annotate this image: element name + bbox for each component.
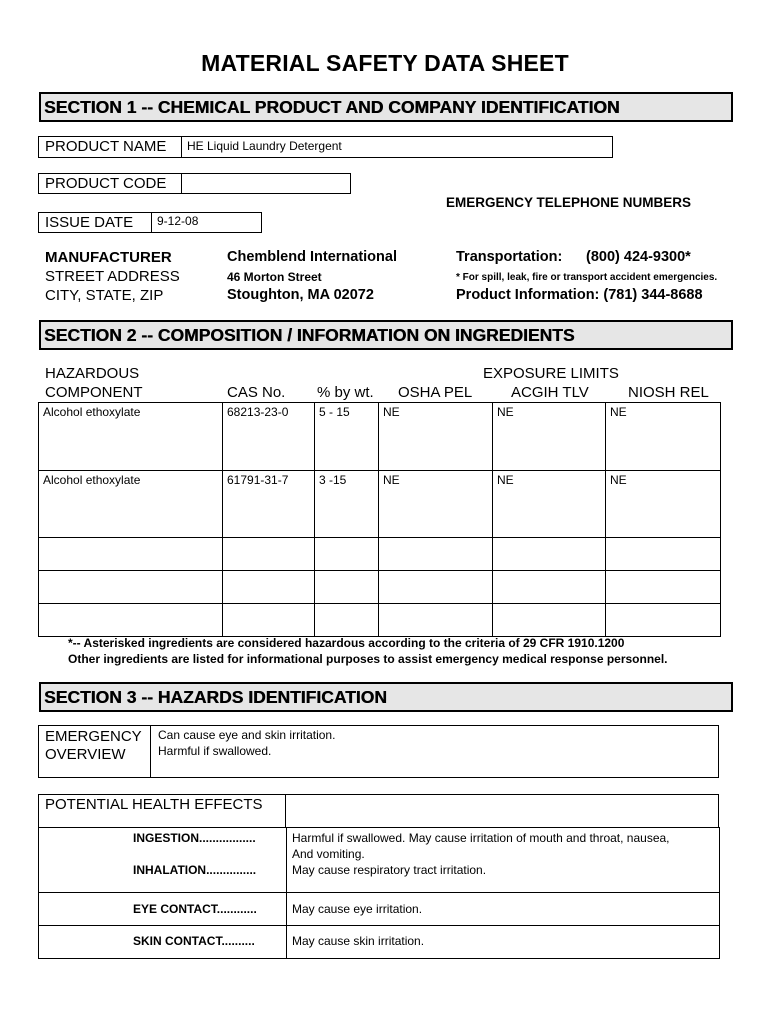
skin-contact-text: May cause skin irritation. (287, 926, 720, 959)
manufacturer-value: Chemblend International (227, 249, 397, 265)
table-row (39, 571, 721, 604)
pct-cell: 5 - 15 (315, 403, 379, 471)
osha-cell (379, 604, 493, 637)
emergency-overview-field (150, 725, 719, 778)
skin-contact-label: SKIN CONTACT.......... (39, 926, 287, 959)
col-niosh-label: NIOSH REL (628, 384, 709, 401)
hazard-footnote: *-- Asterisked ingredients are considered hazardous according to the criteria of 29 CFR 1910.1200 (68, 636, 625, 650)
cas-cell (223, 604, 315, 637)
issue-date-field[interactable] (151, 212, 262, 233)
table-row (39, 471, 721, 538)
emergency-overview-label-box (38, 725, 151, 778)
osha-cell: NE (379, 403, 493, 471)
product-name-label: PRODUCT NAME (45, 138, 167, 155)
emergency-text-line2: Harmful if swallowed. (158, 744, 272, 758)
cas-cell: 61791-31-7 (223, 471, 315, 538)
component-cell (39, 571, 223, 604)
niosh-cell (606, 604, 721, 637)
col-hazardous-label: HAZARDOUS (45, 365, 140, 382)
health-effects-label: POTENTIAL HEALTH EFFECTS (45, 796, 263, 813)
ingestion-label: INGESTION................. (133, 831, 256, 845)
table-row (39, 926, 720, 959)
col-exposure-limits-label: EXPOSURE LIMITS (483, 365, 619, 382)
product-code-label: PRODUCT CODE (45, 175, 167, 192)
col-pct-label: % by wt. (317, 384, 374, 401)
inhalation-label: INHALATION............... (133, 863, 257, 877)
acgih-cell: NE (493, 471, 606, 538)
section-1-header (39, 92, 733, 122)
health-effects-header-field (285, 794, 719, 828)
section-1-title: SECTION 1 -- CHEMICAL PRODUCT AND COMPANY IDENTIFICATION (44, 97, 620, 117)
section-3-header (39, 682, 733, 712)
component-cell: Alcohol ethoxylate (39, 403, 223, 471)
pct-cell (315, 604, 379, 637)
table-row (39, 538, 721, 571)
product-code-field[interactable] (181, 173, 351, 194)
ingestion-inhalation-labels (39, 828, 287, 893)
acgih-cell (493, 538, 606, 571)
ingestion-inhalation-values (287, 828, 720, 893)
col-osha-label: OSHA PEL (398, 384, 473, 401)
niosh-cell (606, 571, 721, 604)
osha-cell (379, 571, 493, 604)
product-name-label-box (38, 136, 182, 158)
col-acgih-label: ACGIH TLV (511, 384, 589, 401)
acgih-cell (493, 604, 606, 637)
city-state-zip-label: CITY, STATE, ZIP (45, 287, 164, 304)
niosh-cell: NE (606, 471, 721, 538)
section-3-title: SECTION 3 -- HAZARDS IDENTIFICATION (44, 687, 387, 707)
street-address-label: STREET ADDRESS (45, 268, 180, 285)
issue-date-label-box (38, 212, 152, 233)
emergency-telephone-header: EMERGENCY TELEPHONE NUMBERS (446, 195, 692, 210)
eye-contact-text: May cause eye irritation. (287, 893, 720, 926)
pct-cell (315, 571, 379, 604)
osha-cell: NE (379, 471, 493, 538)
col-cas-label: CAS No. (227, 384, 286, 401)
col-component-label: COMPONENT (45, 384, 143, 401)
component-cell (39, 604, 223, 637)
cas-cell: 68213-23-0 (223, 403, 315, 471)
component-cell: Alcohol ethoxylate (39, 471, 223, 538)
ingestion-text-line1: Harmful if swallowed. May cause irritation of mouth and throat, nausea, (292, 831, 670, 845)
table-row (39, 403, 721, 471)
section-2-title: SECTION 2 -- COMPOSITION / INFORMATION ON INGREDIENTS (44, 325, 575, 345)
product-name-field[interactable] (181, 136, 613, 158)
transportation-phone: (800) 424-9300* (586, 249, 691, 265)
street-address-value: 46 Morton Street (227, 270, 322, 284)
cas-cell (223, 571, 315, 604)
osha-cell (379, 538, 493, 571)
product-information-phone: Product Information: (781) 344-8688 (456, 287, 703, 303)
transportation-label: Transportation: (456, 249, 563, 265)
niosh-cell: NE (606, 403, 721, 471)
issue-date-value: 9-12-08 (157, 214, 199, 228)
manufacturer-label: MANUFACTURER (45, 249, 172, 266)
emergency-label-line2: OVERVIEW (45, 746, 126, 763)
section-2-header (39, 320, 733, 350)
acgih-cell (493, 571, 606, 604)
ingredients-table (38, 402, 721, 637)
table-row (39, 604, 721, 637)
table-row (39, 893, 720, 926)
product-name-value: HE Liquid Laundry Detergent (187, 139, 342, 153)
niosh-cell (606, 538, 721, 571)
acgih-cell: NE (493, 403, 606, 471)
emergency-label-line1: EMERGENCY (45, 728, 142, 745)
issue-date-label: ISSUE DATE (45, 214, 134, 231)
pct-cell (315, 538, 379, 571)
pct-cell: 3 -15 (315, 471, 379, 538)
document-title: MATERIAL SAFETY DATA SHEET (201, 50, 569, 76)
transportation-note: * For spill, leak, fire or transport accident emergencies. (456, 272, 718, 283)
emergency-text-line1: Can cause eye and skin irritation. (158, 728, 336, 742)
health-effects-label-box (38, 794, 286, 828)
cas-cell (223, 538, 315, 571)
city-state-zip-value: Stoughton, MA 02072 (227, 287, 374, 303)
ingestion-text-line2: And vomiting. (292, 847, 365, 861)
eye-contact-label: EYE CONTACT............ (39, 893, 287, 926)
table-row (39, 828, 720, 893)
inhalation-text: May cause respiratory tract irritation. (292, 863, 487, 877)
component-cell (39, 538, 223, 571)
product-code-label-box (38, 173, 182, 194)
informational-footnote: Other ingredients are listed for informational purposes to assist emergency medical response personnel. (68, 652, 668, 666)
health-effects-table (38, 827, 720, 959)
